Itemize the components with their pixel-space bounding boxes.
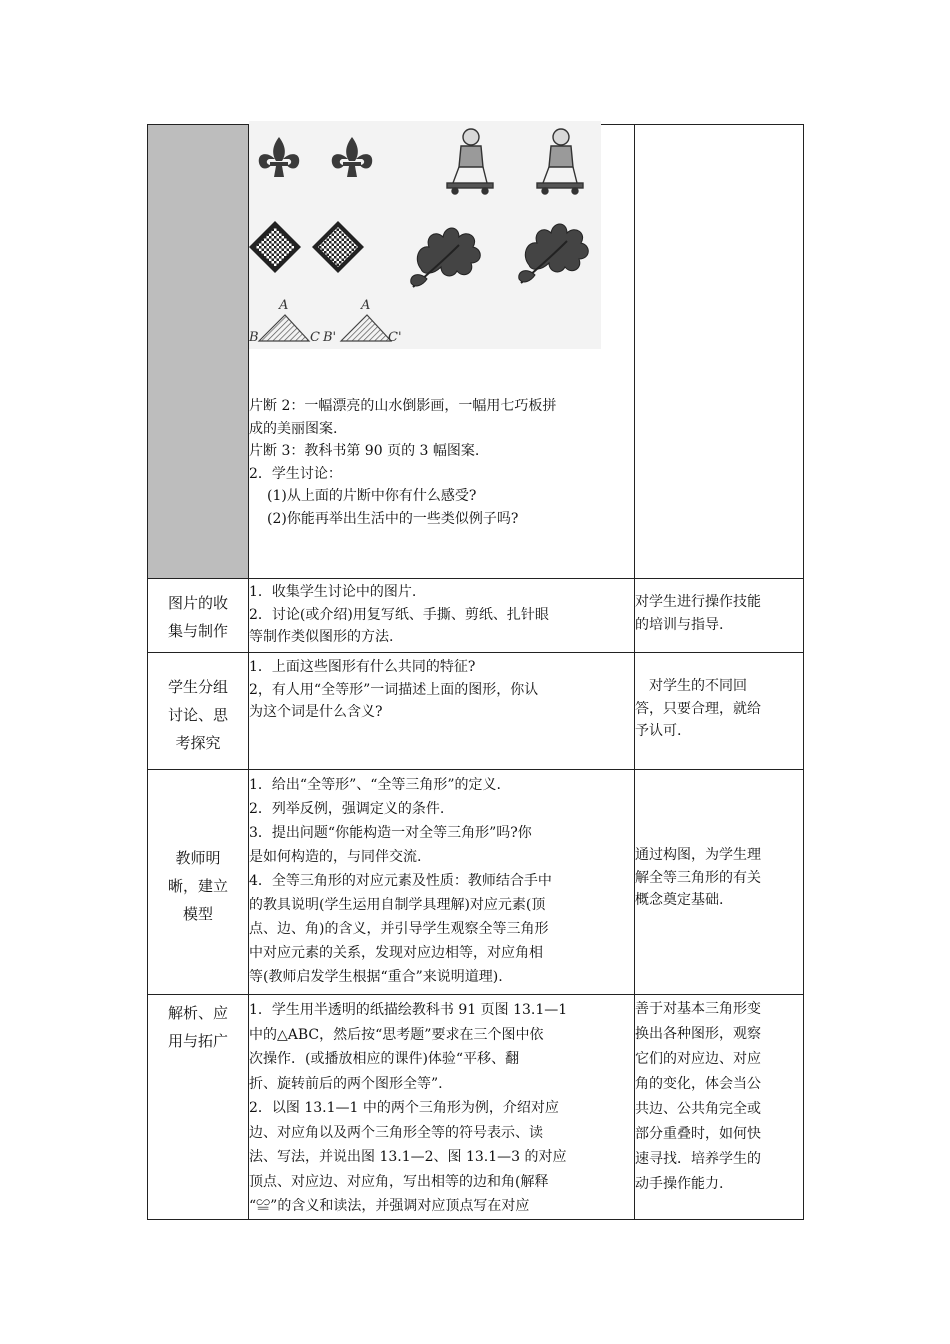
row-content-cell: [249, 579, 635, 653]
note-line: 部分重叠时，如何快: [635, 1126, 761, 1142]
note-line: 对学生进行操作技能: [635, 594, 761, 610]
row-label-line: 晰，建立: [167, 877, 228, 895]
congruent-figures-image: [249, 121, 601, 349]
content-line: (1)从上面的片断中你有什么感受?: [267, 488, 477, 504]
content-line: 1．给出“全等形”、“全等三角形”的定义.: [249, 777, 501, 793]
note-line: 概念奠定基础.: [635, 892, 724, 908]
vertex-label-a: A: [279, 298, 289, 313]
row-label-line: 讨论、思: [167, 706, 228, 724]
content-line: 是如何构造的，与同伴交流.: [249, 849, 422, 865]
content-line: 为这个词是什么含义?: [249, 704, 383, 720]
row-label-line: 学生分组: [167, 678, 228, 696]
content-line: 点、边、角)的含义，并引导学生观察全等三角形: [249, 921, 549, 937]
content-line: 2．讨论(或介绍)用复写纸、手撕、剪纸、扎针眼: [249, 606, 549, 623]
content-line: 顶点、对应边、对应角，写出相等的边和角(解释: [249, 1173, 549, 1190]
table-row: [148, 995, 804, 1220]
row-content-cell: [249, 653, 635, 770]
content-line: 等制作类似图形的方法.: [249, 629, 394, 645]
row-content-cell: [249, 770, 635, 995]
content-line: 3．提出问题“你能构造一对全等三角形”吗?你: [249, 825, 532, 841]
note-line: 解全等三角形的有关: [635, 869, 761, 886]
row-label-cell: [148, 125, 249, 579]
row-note-cell: [635, 770, 804, 995]
content-line: 1．上面这些图形有什么共同的特征?: [249, 659, 476, 675]
content-line: “≌”的含义和读法，并强调对应顶点写在对应: [249, 1198, 530, 1214]
note-line: 的培训与指导.: [635, 616, 724, 633]
note-line: 换出各种图形，观察: [635, 1026, 761, 1042]
row-label-line: 考探究: [175, 734, 221, 752]
content-line: 1．收集学生讨论中的图片.: [249, 584, 417, 600]
content-line: 片断 3：教科书第 90 页的 3 幅图案.: [249, 443, 480, 459]
note-line: 它们的对应边、对应: [635, 1051, 761, 1067]
row-note-cell: [635, 653, 804, 770]
note-line: 善于对基本三角形变: [635, 1001, 761, 1017]
note-line: 予认可.: [635, 723, 682, 739]
table-row: [148, 125, 804, 579]
content-line: 次操作．(或播放相应的课件)体验“平移、翻: [249, 1051, 520, 1067]
row-label-line: 图片的收: [167, 594, 228, 612]
row-content-cell: [249, 995, 635, 1220]
vertex-label-c-prime: C': [388, 330, 402, 345]
row-label-cell: [148, 995, 249, 1220]
note-line: 答，只要合理，就给: [635, 700, 761, 717]
note-line: 共边、公共角完全或: [635, 1101, 761, 1117]
content-line: 1．学生用半透明的纸描绘教科书 91 页图 13.1—1: [249, 1002, 568, 1018]
content-line: (2)你能再举出生活中的一些类似例子吗?: [267, 510, 519, 527]
note-line: 角的变化，体会当公: [635, 1076, 761, 1092]
lesson-plan-table: [147, 124, 804, 1220]
row-label-line: 模型: [182, 905, 213, 923]
vertex-label-a-prime: A: [361, 298, 371, 313]
row-note-cell: [635, 995, 804, 1220]
table-row: [148, 653, 804, 770]
row-note-cell: [635, 125, 804, 579]
row-label-cell: [148, 653, 249, 770]
content-line: 中对应元素的关系，发现对应边相等，对应角相: [249, 945, 543, 961]
content-line: 边、对应角以及两个三角形全等的符号表示、读: [249, 1124, 543, 1141]
content-line: 折、旋转前后的两个图形全等”.: [249, 1075, 443, 1092]
table-row: [148, 579, 804, 653]
row-content-cell: [249, 125, 635, 579]
table-row: [148, 770, 804, 995]
content-line: 成的美丽图案.: [249, 420, 338, 437]
note-line: 对学生的不同回: [635, 678, 747, 694]
content-line: 法、写法，并说出图 13.1—2、图 13.1—3 的对应: [249, 1149, 567, 1165]
content-line: 2．列举反例，强调定义的条件.: [249, 801, 445, 817]
content-line: 2．以图 13.1—1 中的两个三角形为例，介绍对应: [249, 1100, 559, 1116]
content-line: 的教具说明(学生运用自制学具理解)对应元素(顶: [249, 897, 546, 913]
content-line: 4．全等三角形的对应元素及性质：教师结合手中: [249, 873, 552, 889]
row-label-line: 解析、应: [167, 1004, 228, 1022]
content-line: 2，有人用“全等形”一词描述上面的图形，你认: [249, 681, 539, 698]
content-line: 2．学生讨论：: [249, 465, 342, 482]
vertex-label-b: B: [249, 330, 259, 345]
row-label-cell: [148, 579, 249, 653]
congruent-figures-drawing: [249, 121, 601, 349]
row-label-line: 用与拓广: [167, 1032, 228, 1050]
vertex-label-b-prime: B': [323, 330, 337, 345]
row-label-line: 教师明: [175, 849, 221, 867]
row-label-cell: [148, 770, 249, 995]
content-line: 等(教师启发学生根据“重合”来说明道理).: [249, 969, 503, 985]
note-line: 通过构图，为学生理: [635, 847, 761, 863]
note-line: 速寻找．培养学生的: [635, 1151, 761, 1167]
note-line: 动手操作能力.: [635, 1176, 724, 1192]
content-line: 片断 2：一幅漂亮的山水倒影画，一幅用七巧板拼: [249, 398, 557, 414]
row-note-cell: [635, 579, 804, 653]
content-line: 中的△ABC，然后按“思考题”要求在三个图中依: [249, 1026, 544, 1043]
vertex-label-c: C: [310, 330, 320, 345]
row-label-line: 集与制作: [167, 622, 228, 640]
